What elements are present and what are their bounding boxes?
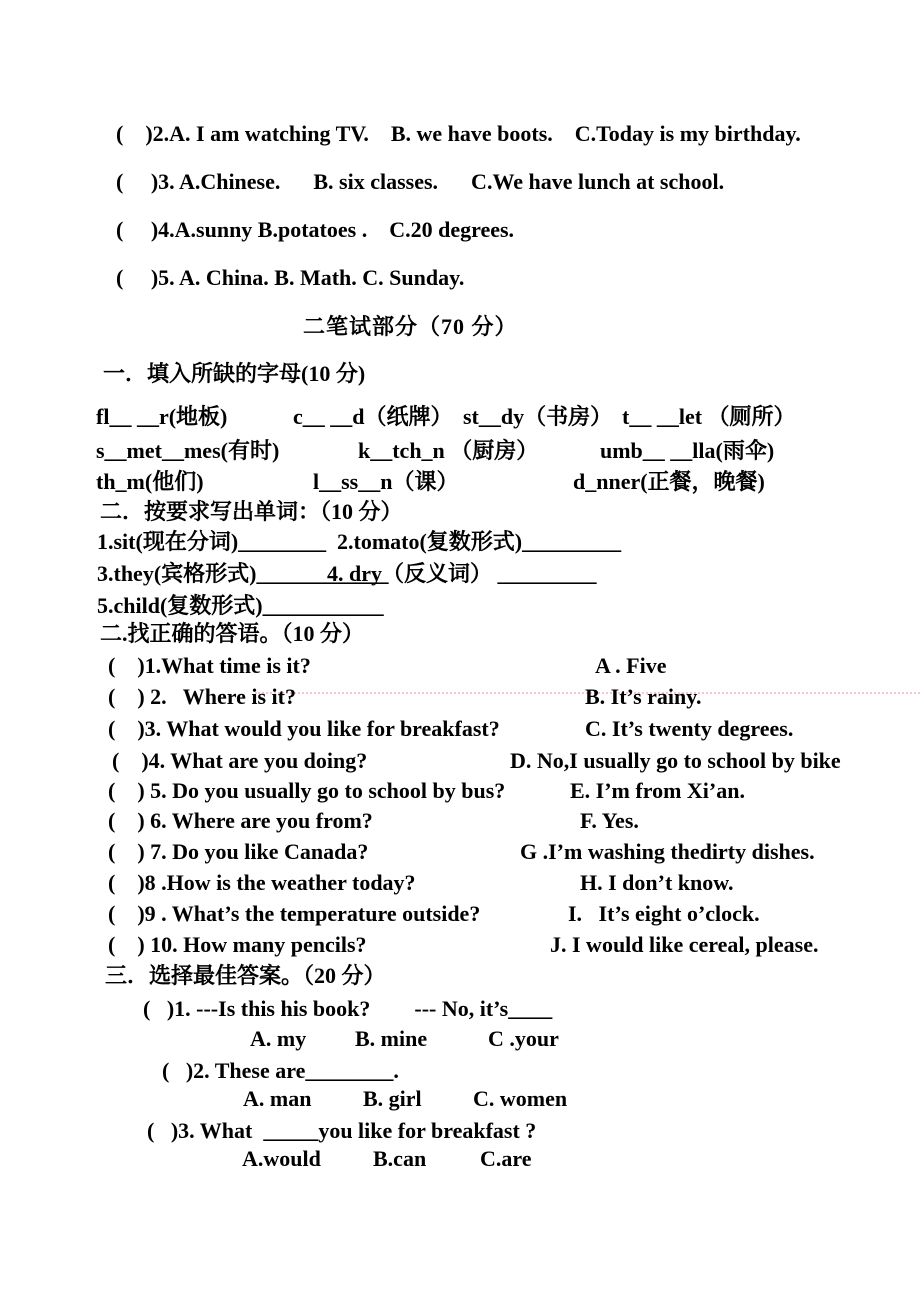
matching-pair-2: [0, 683, 920, 711]
choice-3-option-c: C.are: [480, 1146, 532, 1171]
matching-answer-a: A . Five: [595, 653, 667, 678]
fill-blank-umbrella: umb__ __lla(雨伞): [600, 438, 775, 463]
write-words-row-2: [0, 560, 920, 588]
matching-question-7: ( ) 7. Do you like Canada?: [108, 839, 369, 864]
fill-blank-study: st__dy（书房）: [463, 404, 613, 429]
listening-item-2: ( )2.A. I am watching TV. B. we have boots. C.Today is my birthday.: [116, 121, 801, 146]
matching-heading: 二.找正确的答语。（10 分）: [100, 621, 365, 646]
choice-2-option-a: A. man: [243, 1086, 312, 1111]
fill-letters-row-1: [0, 403, 920, 431]
word-item-tomato: 2.tomato(复数形式)_________: [337, 529, 622, 554]
matching-pair-6: [0, 807, 920, 835]
choice-heading: 三．选择最佳答案。（20 分）: [105, 963, 386, 988]
matching-pair-9: [0, 900, 920, 928]
choice-question-1-options: [0, 1025, 920, 1053]
matching-question-9: ( )9 . What’s the temperature outside?: [108, 901, 481, 926]
fill-blank-lesson: l__ss__n（课）: [313, 469, 459, 494]
matching-answer-g: G .I’m washing thedirty dishes.: [520, 839, 815, 864]
choice-question-3-options: [0, 1145, 920, 1173]
fill-blank-them: th_m(他们): [96, 469, 204, 494]
matching-answer-c: C. It’s twenty degrees.: [585, 716, 794, 741]
choice-question-2-options: [0, 1085, 920, 1113]
matching-pair-7: [0, 838, 920, 866]
fill-letters-row-3: [0, 468, 920, 496]
matching-pair-1: [0, 652, 920, 680]
matching-pair-4: [0, 747, 920, 775]
choice-1-option-b: B. mine: [355, 1026, 428, 1051]
fill-blank-dinner: d_nner(正餐，晚餐): [573, 469, 765, 494]
matching-answer-f: F. Yes.: [580, 808, 639, 833]
matching-question-2: ( ) 2. Where is it?: [108, 684, 296, 709]
write-words-row-1: [0, 528, 920, 556]
matching-pair-8: [0, 869, 920, 897]
choice-2-option-c: C. women: [473, 1086, 568, 1111]
matching-pair-3: [0, 715, 920, 743]
matching-question-3: ( )3. What would you like for breakfast?: [108, 716, 500, 741]
choice-2-option-b: B. girl: [363, 1086, 422, 1111]
matching-question-10: ( ) 10. How many pencils?: [108, 932, 367, 957]
fill-letters-row-2: [0, 437, 920, 465]
choice-question-2-stem: ( )2. These are________.: [162, 1058, 399, 1083]
matching-question-6: ( ) 6. Where are you from?: [108, 808, 373, 833]
matching-question-1: ( )1.What time is it?: [108, 653, 311, 678]
fill-letters-heading: 一．填入所缺的字母(10 分): [103, 361, 366, 386]
fill-blank-kitchen: k__tch_n （厨房）: [358, 438, 539, 463]
fill-blank-toilet: t__ __let （厕所）: [622, 404, 796, 429]
listening-item-4: ( )4.A.sunny B.potatoes . C.20 degrees.: [116, 217, 515, 242]
matching-question-5: ( ) 5. Do you usually go to school by bus?: [108, 778, 506, 803]
matching-question-4: ( )4. What are you doing?: [112, 748, 368, 773]
written-section-title: 二笔试部分（70 分）: [303, 314, 518, 339]
fill-blank-card: c__ __d（纸牌）: [293, 404, 453, 429]
word-item-dry: 4. dry（反义词） _________: [327, 561, 597, 586]
choice-question-3-stem: ( )3. What _____you like for breakfast ?: [147, 1118, 537, 1143]
choice-1-option-c: C .your: [488, 1026, 559, 1051]
fill-blank-floor: fl__ __r(地板): [96, 404, 228, 429]
write-words-heading: 二．按要求写出单词：（10 分）: [100, 499, 403, 524]
fill-blank-sometimes: s__met__mes(有时): [96, 438, 280, 463]
word-item-they: 3.they(宾格形式)____________: [97, 561, 389, 586]
choice-question-1-stem: ( )1. ---Is this his book? --- No, it’s____: [143, 996, 553, 1021]
matching-answer-j: J. I would like cereal, please.: [550, 932, 819, 957]
matching-answer-e: E. I’m from Xi’an.: [570, 778, 745, 803]
matching-pair-10: [0, 931, 920, 959]
word-item-child: 5.child(复数形式)___________: [97, 593, 384, 618]
choice-1-option-a: A. my: [250, 1026, 307, 1051]
matching-answer-h: H. I don’t know.: [580, 870, 734, 895]
write-words-row-3: [0, 592, 920, 620]
choice-3-option-a: A.would: [242, 1146, 321, 1171]
matching-answer-b: B. It’s rainy.: [585, 684, 702, 709]
matching-answer-i: I. It’s eight o’clock.: [568, 901, 760, 926]
choice-3-option-b: B.can: [373, 1146, 427, 1171]
matching-question-8: ( )8 .How is the weather today?: [108, 870, 416, 895]
matching-answer-d: D. No,I usually go to school by bike: [510, 748, 841, 773]
word-item-sit: 1.sit(现在分词)________: [97, 529, 327, 554]
listening-item-5: ( )5. A. China. B. Math. C. Sunday.: [116, 265, 465, 290]
matching-pair-5: [0, 777, 920, 805]
listening-item-3: ( )3. A.Chinese. B. six classes. C.We have lunch at school.: [116, 169, 725, 194]
